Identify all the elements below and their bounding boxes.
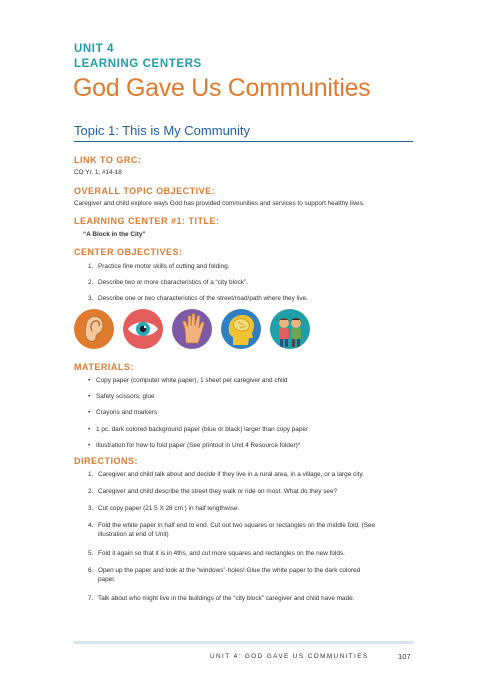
item-text: Crayons and markers (96, 409, 158, 417)
item-text: Fold the white paper in half end to end. Cut out two squares or rectangles on the middle fold. (See (98, 522, 376, 529)
page-title: God Gave Us Communities (73, 74, 371, 102)
item-text: Describe one or two characteristics of the street/road/path where they live. (98, 295, 308, 302)
topic-divider (74, 141, 413, 142)
item-text-continued: paper. (98, 576, 116, 583)
list-item (88, 594, 375, 611)
directions-list (88, 470, 375, 611)
item-number: 3. (88, 295, 94, 302)
eye-icon (123, 309, 163, 349)
item-text: Safety scissors, glue (96, 393, 155, 401)
item-number: 2. (88, 488, 94, 495)
brain-icon (221, 309, 261, 349)
materials-list (88, 376, 308, 457)
item-number: 7. (88, 595, 94, 602)
children-icon (270, 309, 310, 349)
item-text: Talk about who might live in the buildings of the “city block” caregiver and child have made. (98, 595, 355, 602)
item-text: 1 pc. dark colored background paper (blue or black) larger than copy paper (96, 425, 309, 433)
list-item (88, 549, 375, 566)
item-text: Caregiver and child describe the street they walk or ride on most. What do they see? (98, 488, 338, 495)
list-item (88, 470, 375, 487)
item-number: 1. (88, 263, 94, 270)
list-item: • Illustration for how to fold paper (See printout in Unit 4 Resource folder)* (88, 441, 301, 449)
link-heading: LINK TO GRC: (74, 155, 142, 165)
list-item (88, 278, 308, 294)
list-item: • Copy paper (computer white paper), 1 sheet per caregiver and child (88, 377, 288, 384)
list-item: • 1 pc. dark colored background paper (blue or black) larger than copy paper (88, 425, 309, 433)
objectives-list (88, 262, 308, 310)
list-item (88, 487, 375, 504)
list-item (88, 294, 308, 310)
footer-divider (74, 641, 413, 644)
list-item (88, 504, 375, 521)
item-text: Cut copy paper (21.5 X 28 cm ) in half lengthwise. (98, 505, 240, 512)
footer-text: UNIT 4: GOD GAVE US COMMUNITIES (210, 653, 369, 660)
item-text: Illustration for how to fold paper (See printout in Unit 4 Resource folder)* (96, 441, 301, 449)
sense-icons-row (74, 309, 314, 349)
list-item (88, 566, 375, 594)
item-text: Caregiver and child talk about and decide if they live in a rural area, in a village, or a large city. (98, 471, 364, 478)
directions-heading: DIRECTIONS: (74, 456, 138, 466)
item-number: 1. (88, 471, 94, 478)
list-item (88, 262, 308, 278)
center-title: “A Block in the City” (83, 231, 146, 238)
item-text: Practice fine motor skills of cutting and folding. (98, 263, 230, 270)
unit-number: UNIT 4 (74, 43, 115, 55)
list-item: • Crayons and markers (88, 409, 158, 417)
page-number: 107 (398, 652, 411, 661)
hand-icon (172, 309, 212, 349)
ear-icon (74, 309, 114, 349)
item-number: 5. (88, 550, 94, 557)
list-item: • Safety scissors, glue (88, 393, 155, 401)
objectives-heading: CENTER OBJECTIVES: (74, 247, 183, 257)
link-text: CO Yr. 1, #14-18 (74, 169, 122, 176)
topic-heading: Topic 1: This is My Community (74, 123, 251, 138)
objective-text: Caregiver and child explore ways God has provided communities and services to support healthy lives. (74, 200, 365, 207)
item-text: Open up the paper and look at the “windows”-holes! Glue the white paper to the dark colored (98, 567, 361, 574)
unit-label (74, 42, 202, 72)
center-heading: LEARNING CENTER #1: TITLE: (74, 216, 220, 226)
section-label: LEARNING CENTERS (74, 58, 202, 70)
list-item (88, 521, 375, 549)
item-number: 3. (88, 505, 94, 512)
item-text-continued: illustration at end of Unit) (98, 531, 169, 538)
item-number: 6. (88, 567, 94, 574)
item-text: Describe two or more characteristics of a “city block”. (98, 279, 248, 286)
materials-heading: MATERIALS: (74, 362, 134, 372)
objective-heading: OVERALL TOPIC OBJECTIVE: (74, 186, 216, 196)
item-text: Fold it again so that it is in 4ths, and cut more squares and rectangles on the new folds. (98, 550, 345, 557)
item-number: 2. (88, 279, 94, 286)
item-text: Copy paper (computer white paper), 1 sheet per caregiver and child (96, 377, 288, 384)
item-number: 4. (88, 522, 94, 529)
